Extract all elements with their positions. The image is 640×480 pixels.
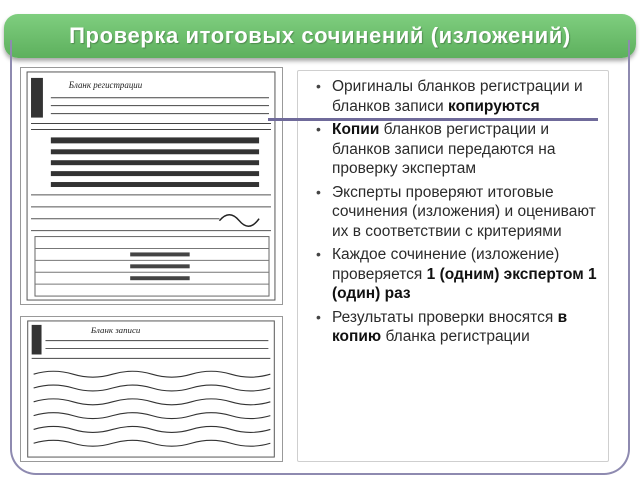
bullet-text-post: бланков регистрации и бланков записи передаются на проверку экспертам	[332, 121, 556, 177]
bullet-text-bold: 1 (одним) экспертом 1 (один) раз	[332, 265, 597, 302]
bullet-dot-icon: •	[316, 121, 321, 137]
bullet-item	[312, 120, 608, 179]
bullet-item	[312, 77, 608, 116]
registration-form-scan	[20, 67, 283, 305]
bullet-text-pre: Эксперты проверяют итоговые сочинения (изложения) и оценивают их в соответствии с критериями	[332, 183, 596, 240]
slide-title-text: Проверка итоговых сочинений (изложений)	[69, 23, 571, 48]
text-panel	[297, 70, 609, 462]
registration-form-title: Бланк регистрации	[68, 79, 143, 90]
bullet-text-bold: копируются	[448, 97, 540, 115]
bullet-dot-icon: •	[316, 246, 321, 262]
bullet-text-pre: Оригиналы бланков регистрации и бланков записи	[332, 78, 583, 115]
bullet-dot-icon: •	[316, 183, 321, 200]
registration-form-drawing	[21, 68, 282, 304]
bullet-dot-icon: •	[316, 308, 321, 325]
bullet-item	[312, 245, 608, 304]
bullet-item	[312, 308, 608, 347]
bullet-text-post: бланка регистрации	[381, 328, 530, 345]
bullet-item	[312, 183, 608, 242]
bullet-text-pre: Результаты проверки вносятся	[332, 308, 558, 326]
writing-form-drawing	[21, 317, 282, 461]
frame-divider	[268, 118, 598, 121]
bullet-text-pre: Каждое сочинение (изложение) проверяется	[332, 246, 560, 283]
bullet-dot-icon: •	[316, 78, 321, 94]
writing-form-scan	[20, 316, 283, 462]
writing-form-title: Бланк записи	[90, 324, 141, 335]
bullet-text-bold: Копии	[332, 121, 380, 138]
bullet-text-bold: в копию	[332, 308, 568, 345]
